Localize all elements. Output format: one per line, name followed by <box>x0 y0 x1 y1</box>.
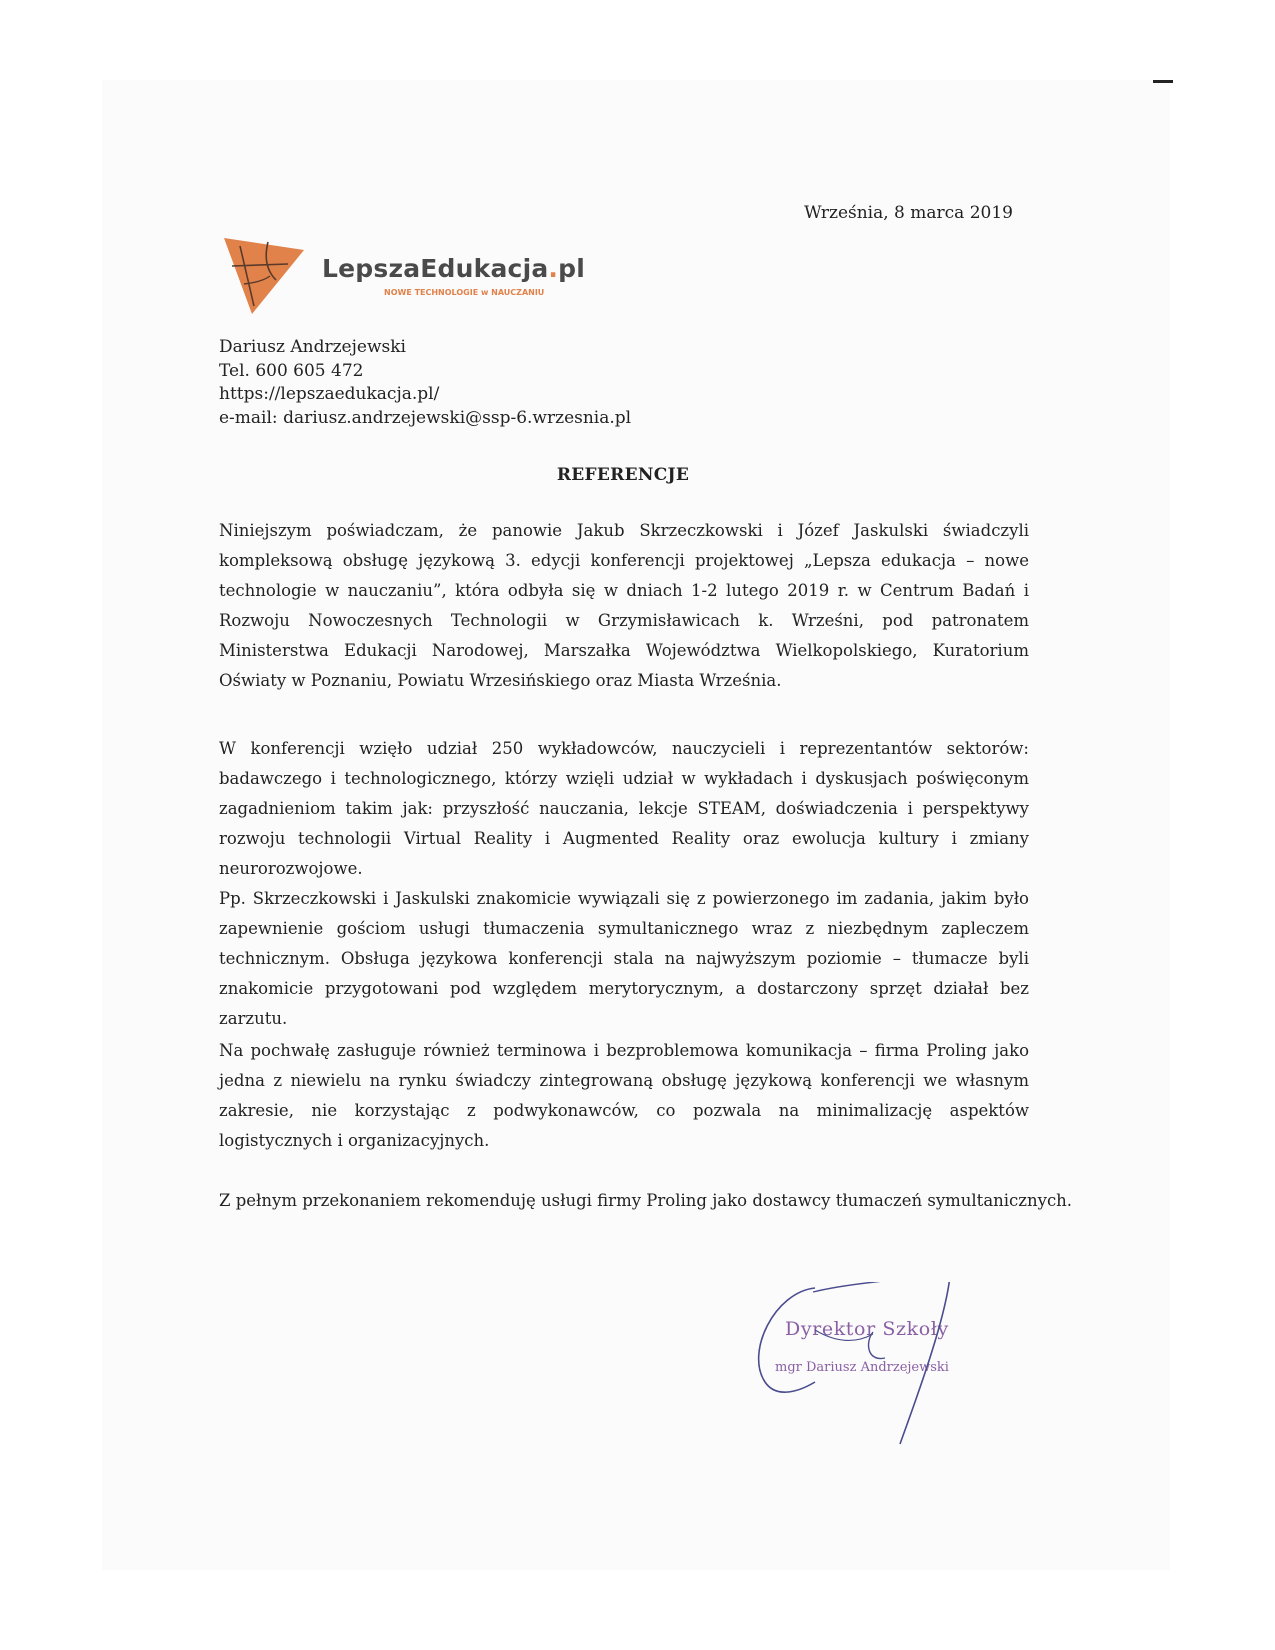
handwritten-signature <box>755 1282 985 1452</box>
letter-title: REFERENCJE <box>556 465 690 485</box>
closing-recommendation: Z pełnym przekonaniem rekomenduję usługi firmy Proling jako dostawcy tłumaczeń symultanicznych. <box>219 1191 1073 1210</box>
body-paragraph: W konferencji wzięło udział 250 wykładowców, nauczycieli i reprezentantów sektorów: badawczego i technologicznego, którzy wzięli udział w wykładach i dyskusjach poświęconym zagadnieniom takim jak: przyszłość nauczania, lekcje STEAM, doświadczenia i perspektywy rozwoju technologii Virtual Reality i Augmented Reality oraz ewolucja kultury i zmiany neurorozwojowe. <box>219 739 1029 878</box>
sender-website: https://lepszaedukacja.pl/ <box>219 384 440 404</box>
letter-date: Września, 8 marca 2019 <box>804 203 1013 223</box>
sender-contact-block <box>219 336 631 430</box>
scan-corner-mark <box>1153 80 1173 83</box>
sender-phone: Tel. 600 605 472 <box>219 360 364 381</box>
company-logo <box>222 236 602 316</box>
body-paragraph: Na pochwałę zasługuje również terminowa i bezproblemowa komunikacja – firma Proling jako jedna z niewielu na rynku świadczy zintegrowaną obsługę językową konferencji we własnym zakresie, nie korzystając z podwykonawców, co pozwala na minimalizację aspektów logistycznych i organizacyjnych. <box>219 1041 1029 1150</box>
stamp-name: mgr Dariusz Andrzejewski <box>775 1360 949 1375</box>
logo-tagline: NOWE TECHNOLOGIE w NAUCZANIU <box>384 288 545 297</box>
body-paragraph: Pp. Skrzeczkowski i Jaskulski znakomicie wywiązali się z powierzonego im zadania, jakim było zapewnienie gościom usługi tłumaczenia symultanicznego wraz z niezbędnym zapleczem technicznym. Obsługa językowa konferencji stala na najwyższym poziomie – tłumacze byli znakomicie przygotowani pod względem merytorycznym, a dostarczony sprzęt działał bez zarzutu. <box>219 889 1029 1028</box>
logo-triangle-icon <box>222 236 306 316</box>
sender-email: e-mail: dariusz.andrzejewski@ssp-6.wrzesnia.pl <box>219 407 632 428</box>
body-paragraph: Niniejszym poświadczam, że panowie Jakub Skrzeczkowski i Józef Jaskulski świadczyli kompleksową obsługę językową 3. edycji konferencji projektowej „Lepsza edukacja – nowe technologie w nauczaniu”, która odbyła się w dniach 1-2 lutego 2019 r. w Centrum Badań i Rozwoju Nowoczesnych Technologii w Grzymisławicach k. Wrześni, pod patronatem Ministerstwa Edukacji Narodowej, Marszałka Województwa Wielkopolskiego, Kuratorium Oświaty w Poznaniu, Powiatu Wrzesińskiego oraz Miasta Września. <box>219 521 1029 690</box>
signature-stamp <box>755 1282 985 1452</box>
stamp-title: Dyrektor Szkoły <box>785 1318 949 1340</box>
logo-wordmark: LepszaEdukacja.pl <box>322 254 585 283</box>
sender-name: Dariusz Andrzejewski <box>219 337 406 357</box>
